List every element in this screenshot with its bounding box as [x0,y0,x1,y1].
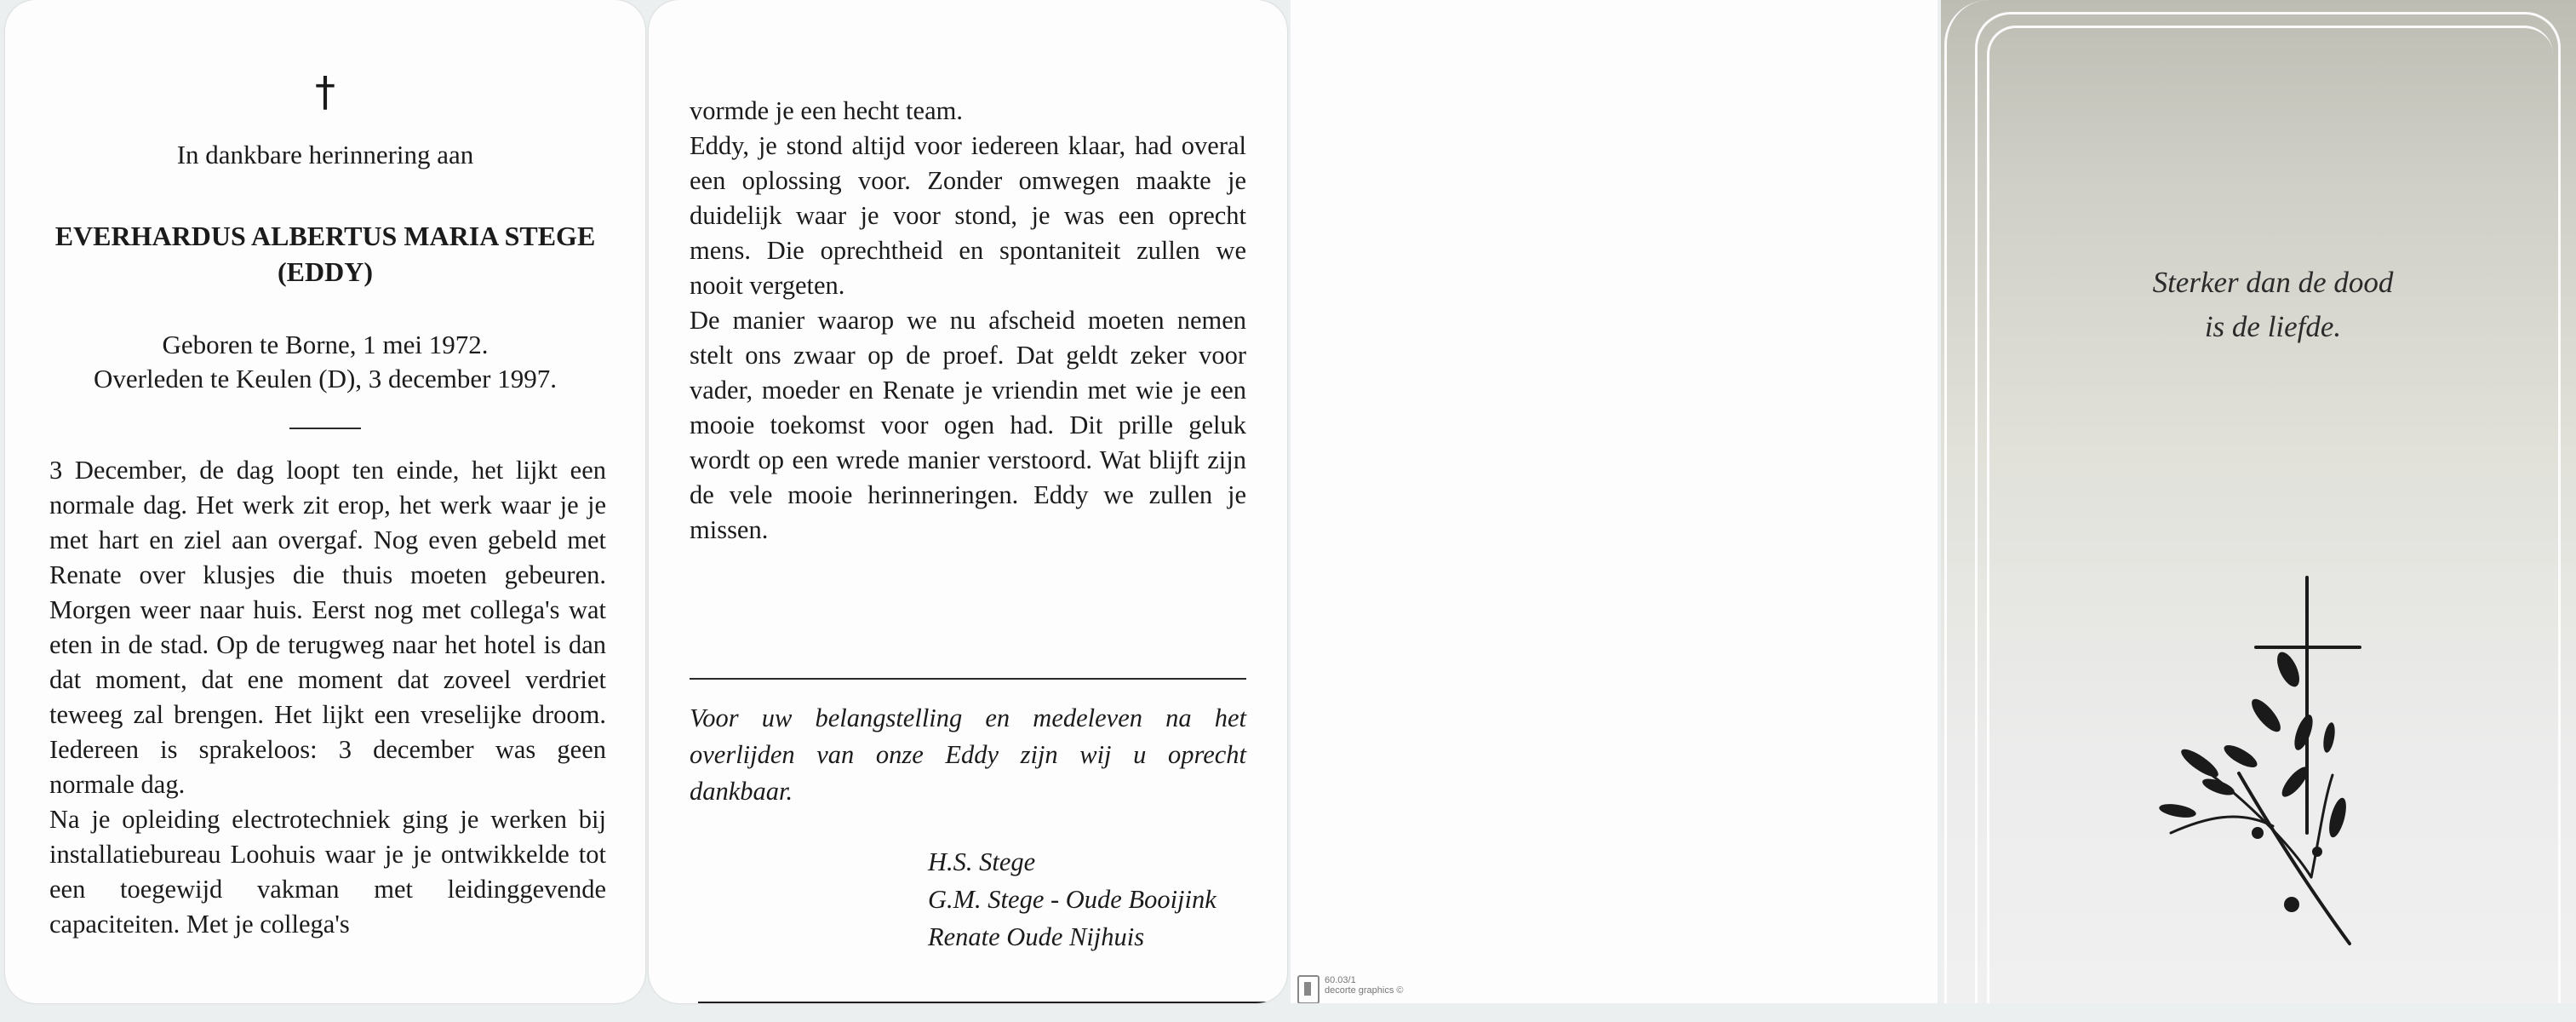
memorial-paragraph: Na je opleiding electrotechniek ging je werken bij installatiebureau Loohuis waar je je ontwikkelde tot een toegewijd vakman met leidinggevende capaciteiten. Met je collega's [49,805,606,939]
memorial-paragraph: De manier waarop we nu afscheid moeten nemen stelt ons zwaar op de proef. Dat geldt zeker voor vader, moeder en Renate je vriendin met wie je een mooie toekomst voor ogen had. Dit prille geluk wordt op een wrede manier verstoord. Wat blijft zijn de vele mooie herinneringen. Eddy we zullen je missen. [690,306,1246,544]
divider [690,678,1246,680]
card-panel-4 [1941,0,2576,1003]
deceased-nickname: (EDDY) [278,256,373,287]
signer-name: G.M. Stege - Oude Booijink [928,885,1216,914]
cross-with-olive-branch-icon [2137,562,2392,954]
memorial-paragraph: vormde je een hecht team. [690,96,963,125]
memorial-paragraph: Eddy, je stond altijd voor iedereen klaar, had overal een oplossing voor. Zonder omwegen maakte je duidelijk waar je voor stond, je was een oprecht mens. Die oprechtheid en spontaniteit zullen we nooit vergeten. [690,131,1246,300]
card-panel-3 [1291,0,1938,1003]
deceased-name [5,218,645,290]
printer-mark [1297,975,1404,1003]
deceased-full-name: EVERHARDUS ALBERTUS MARIA STEGE [54,221,596,251]
card-bottom-edge [698,1002,1285,1003]
divider [289,428,361,429]
signer-name: H.S. Stege [928,847,1036,876]
print-code: 60.03/1 [1325,975,1356,985]
motto-line: is de liefde. [2204,310,2342,343]
thanks-text: Voor uw belangstelling en medeleven na het overlijden van onze Eddy zijn wij u oprecht dankbaar. [690,703,1246,806]
signer-name: Renate Oude Nijhuis [928,922,1145,951]
death-info: Overleden te Keulen (D), 3 december 1997. [94,364,557,393]
memorial-text-2 [690,94,1246,548]
intro-text: In dankbare herinnering aan [176,140,474,169]
print-brand: decorte graphics © [1325,985,1404,996]
memorial-paragraph: 3 December, de dag loopt ten einde, het lijkt een normale dag. Het werk zit erop, het werk waar je je met hart en ziel aan overgaf. Nog even gebeld met Renate over klusjes die thuis moeten gebeuren. Morgen weer naar huis. Eerst nog met collega's wat eten in de stad. Op de terugweg naar het hotel is dan dat moment, dat ene moment dat zoveel verdriet teweeg zal brengen. Het lijkt een vreselijke droom. Iedereen is sprakeloos: 3 december was geen normale dag. [49,456,606,799]
card-panel-2 [649,0,1287,1003]
memorial-text-1 [49,453,606,942]
cross-icon: † [315,68,335,116]
signers-list [928,843,1216,956]
card-panel-1 [5,0,645,1003]
motto [2145,261,2401,349]
birth-info: Geboren te Borne, 1 mei 1972. [162,330,489,359]
printer-logo-icon [1297,975,1319,1003]
motto-line: Sterker dan de dood [2152,266,2394,299]
